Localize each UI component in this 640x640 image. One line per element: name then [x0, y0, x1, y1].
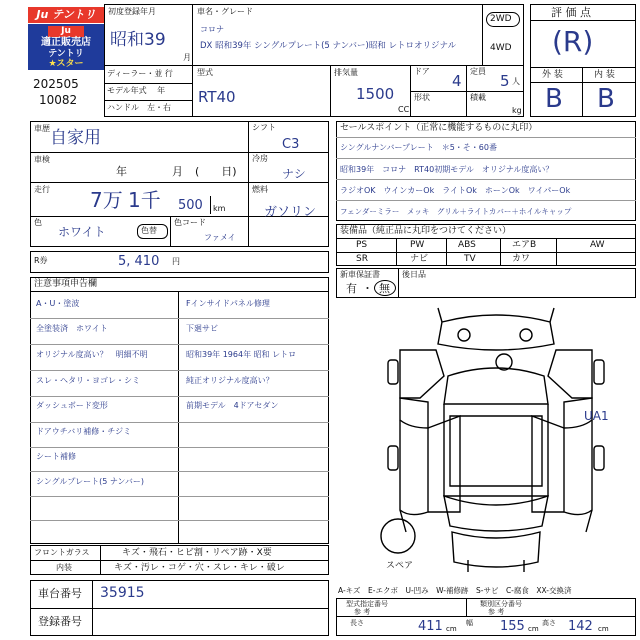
damage-legend: A-キズ E-エクボ U-凹み W-補修跡 S-サビ C-腐食 XX-交換済 — [338, 586, 572, 595]
capacity-value: 5 — [500, 72, 510, 90]
mileage-rest: 500 — [178, 198, 203, 213]
grade-value: (R) — [552, 25, 594, 58]
sales-point-3: ラジオOK ウインカーOk ライトOk ホーンOk ワイパーOk — [340, 186, 571, 195]
inspection-label: 車検 — [34, 155, 50, 164]
interior-label: 内 装 — [594, 70, 615, 80]
length-value: 411 — [418, 619, 443, 634]
interior-cond-value: キズ・汚レ・コゲ・穴・スレ・キレ・破レ — [114, 563, 285, 573]
equip-airbag: エアB — [512, 240, 537, 250]
dealer-label: ディーラー・並 行 — [107, 69, 173, 78]
use-label: 車歴 — [34, 124, 50, 133]
equip-ps: PS — [356, 240, 368, 250]
color-value: ホワイト — [58, 225, 106, 239]
color-code-label: 色コード — [174, 218, 206, 227]
drive-4wd: 4WD — [490, 43, 512, 53]
car-name-label: 車名・グレード — [197, 7, 253, 16]
brand-logo-star: ★スター — [48, 59, 84, 69]
note-right-4: 純正オリジナル度高い？ — [186, 376, 274, 385]
type-no-ref: 参 考 — [354, 608, 371, 616]
reg-no-label: 登録番号 — [38, 615, 82, 628]
note-left-6: ドアウチバリ補修・チジミ — [36, 427, 132, 436]
brand-logo-text2: テントリ — [48, 49, 84, 59]
body-shape-label: 形状 — [414, 93, 430, 102]
displacement-unit: CC — [398, 105, 410, 114]
doors-label: ドア — [414, 67, 430, 76]
spare-label: スペア — [386, 561, 414, 571]
equip-leather: カワ — [512, 254, 531, 264]
mileage-unit: km — [213, 204, 226, 213]
equip-sr: SR — [356, 254, 368, 264]
notes-label: 注意事項申告欄 — [34, 279, 98, 289]
type-no-label: 型式指定番号 — [346, 600, 388, 608]
aircon-label: 冷房 — [252, 154, 268, 163]
equip-abs: ABS — [458, 240, 476, 250]
interior-cond-label: 内装 — [56, 563, 72, 572]
displacement-label: 排気量 — [334, 68, 358, 77]
equip-aw: AW — [590, 240, 605, 250]
sales-points-label: セールスポイント（正常に機能するものに丸印） — [340, 123, 538, 133]
car-diagram — [336, 300, 636, 585]
inspection-month-unit: 月 — [172, 165, 183, 178]
chassis-no-label: 車台番号 — [38, 587, 82, 600]
first-reg-month-unit: 月 — [183, 53, 191, 62]
diagram-mark-ua1: UA1 — [584, 409, 609, 423]
brand-logo-top: Ju テントリ — [28, 7, 104, 23]
lot-number-line1: 202505 — [33, 77, 79, 91]
note-left-3: オリジナル度高い？ 明細不明 — [36, 350, 148, 359]
sales-point-4: フェンダーミラー メッキ グリル＋ライトカバー＋ホイルキャップ — [340, 207, 572, 216]
recycle-label: R券 — [34, 256, 48, 265]
note-left-4: スレ・ヘタリ・ヨゴレ・シミ — [36, 376, 140, 385]
color-code-value: ファメイ — [204, 233, 236, 242]
grade-label: 評 価 点 — [551, 6, 591, 19]
warranty-no: 無 — [379, 282, 390, 295]
equip-tv: TV — [464, 254, 476, 264]
mileage-sen: 1千 — [128, 188, 161, 212]
height-label: 高さ — [542, 619, 556, 627]
drive-2wd: 2WD — [490, 14, 512, 24]
use-value: 自家用 — [50, 128, 101, 148]
note-right-2: 下廻サビ — [186, 324, 218, 333]
mileage-man: 7万 — [90, 188, 123, 212]
car-name-line1: コロナ — [200, 25, 224, 34]
recycle-value: 5, 410 — [118, 254, 160, 269]
color-label: 色 — [34, 218, 42, 227]
brand-logo-badge — [28, 24, 104, 70]
lot-number-line2: 10082 — [39, 93, 78, 107]
equip-pw: PW — [410, 240, 425, 250]
capacity-unit: 人 — [512, 77, 520, 86]
note-right-1: Fインサイドパネル修理 — [186, 299, 270, 308]
shift-value: C3 — [282, 137, 300, 152]
front-glass-label: フロントガラス — [34, 548, 90, 557]
mileage-label: 走行 — [34, 185, 50, 194]
interior-value: B — [597, 84, 615, 114]
model-type-label: 型式 — [197, 68, 213, 77]
note-left-2: 全塗装済 ホワイト — [36, 324, 108, 333]
note-right-3: 昭和39年 1964年 昭和 レトロ — [186, 350, 297, 359]
model-year-label: モデル年式 年 — [107, 86, 166, 95]
displacement-value: 1500 — [356, 85, 395, 103]
equip-navi: ナビ — [410, 254, 429, 264]
warranty-yes: 有 — [346, 282, 357, 295]
class-no-label: 類別区分番号 — [480, 600, 522, 608]
doors-value: 4 — [452, 72, 462, 90]
capacity-label: 定員 — [470, 67, 486, 76]
brand-logo-ju: Ju — [48, 26, 84, 37]
height-unit: cm — [598, 625, 609, 633]
length-label: 長さ — [350, 619, 364, 627]
width-value: 155 — [500, 619, 525, 634]
load-label: 積載 — [470, 93, 486, 102]
class-no-ref: 参 考 — [488, 608, 505, 616]
first-reg-label: 初度登録年月 — [108, 7, 156, 16]
chassis-no-value: 35915 — [100, 585, 145, 601]
width-unit: cm — [528, 625, 539, 633]
inspection-year-unit: 年 — [116, 165, 127, 178]
model-type-value: RT40 — [198, 88, 236, 106]
note-left-7: シート補修 — [36, 452, 76, 461]
fuel-label: 燃料 — [252, 185, 268, 194]
equipment-label: 装備品（純正品に丸印をつけてください） — [340, 226, 512, 236]
first-reg-value: 昭和39 — [110, 30, 166, 50]
warranty-sep: ・ — [362, 282, 373, 295]
sales-point-2: 昭和39年 コロナ RT40初期モデル オリジナル度高い？ — [340, 165, 554, 174]
recycle-unit: 円 — [172, 257, 180, 266]
length-unit: cm — [446, 625, 457, 633]
car-name-line2: DX 昭和39年 シングルプレート(5 ナンバー)昭和 レトロオリジナル — [200, 41, 457, 51]
sales-point-1: シングルナンバープレート ＊5・そ・60番 — [340, 143, 497, 152]
warranty-label: 新車保証書 — [340, 270, 380, 279]
color-change-option: 色替 — [141, 226, 157, 235]
aircon-value: ナシ — [282, 167, 306, 181]
load-unit: kg — [512, 106, 522, 115]
note-left-1: A・U・塗波 — [36, 299, 80, 308]
width-label: 幅 — [466, 619, 473, 627]
note-left-8: シングルプレート(5 ナンバー) — [36, 477, 144, 486]
brand-logo-text1: 適正販売店 — [41, 37, 91, 48]
inspection-day-unit: ( 日) — [195, 165, 237, 178]
front-glass-value: キズ・飛石・ヒビ割・リペア跡・X要 — [122, 548, 272, 558]
fuel-value: ガソリン — [264, 205, 317, 220]
shift-label: シフト — [252, 123, 276, 132]
exterior-label: 外 装 — [542, 70, 563, 80]
handle-label: ハンドル 左・右 — [107, 103, 171, 112]
note-right-5: 前期モデル 4ドアセダン — [186, 401, 279, 410]
note-left-5: ダッシュボード変形 — [36, 401, 108, 410]
height-value: 142 — [568, 619, 593, 634]
exterior-value: B — [545, 84, 563, 114]
after-parts-label: 後日品 — [402, 270, 426, 279]
